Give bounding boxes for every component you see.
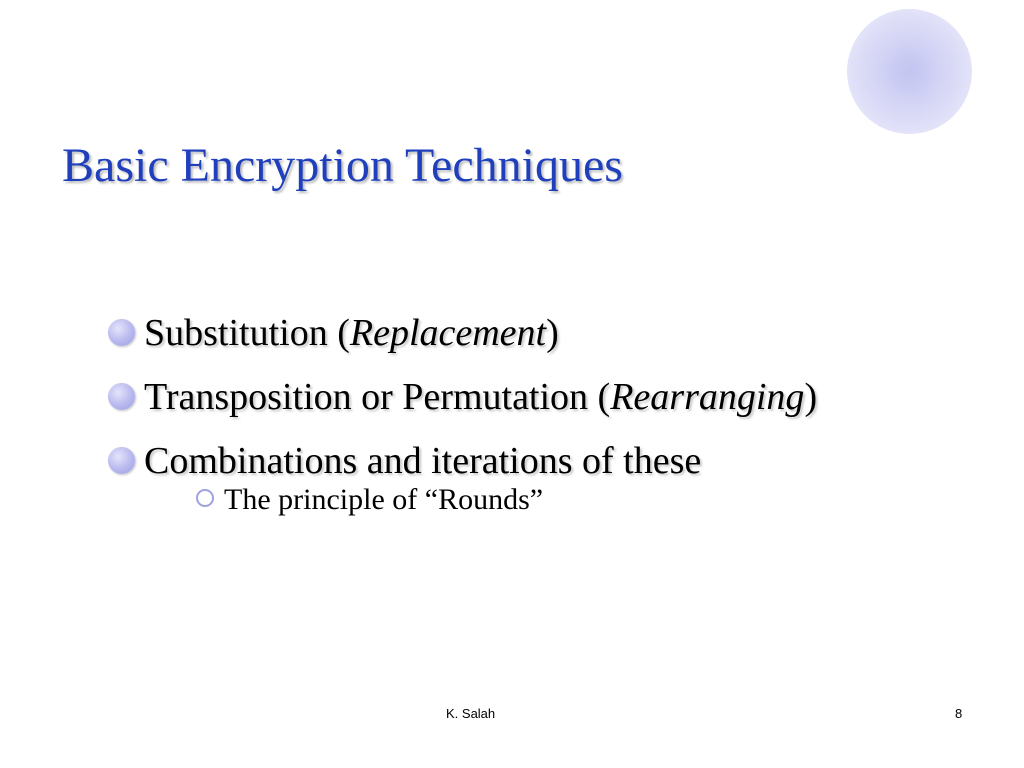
sub-bullet-text: The principle of “Rounds” (224, 483, 544, 516)
bullet-list (108, 306, 868, 530)
footer-author: K. Salah (446, 706, 496, 721)
bullet-item (108, 434, 868, 520)
bullet-icon (108, 383, 135, 410)
bullet-text: Transposition or Permutation ( (144, 376, 611, 418)
bullet-item (108, 370, 868, 424)
bullet-text-end: ) (546, 312, 559, 354)
page-number: 8 (955, 706, 963, 721)
decorative-circle (847, 9, 972, 134)
bullet-emphasis: Replacement (349, 312, 547, 354)
sub-bullet-list (196, 480, 920, 520)
sub-bullet-item (196, 480, 920, 520)
ring-bullet-icon (196, 489, 214, 507)
bullet-text: Substitution ( (144, 312, 350, 354)
bullet-text: Combinations and iterations of these (144, 440, 702, 482)
bullet-icon (108, 447, 135, 474)
bullet-icon (108, 319, 135, 346)
bullet-item (108, 306, 868, 360)
bullet-emphasis: Rearranging (610, 376, 805, 418)
slide-title: Basic Encryption Techniques (62, 139, 623, 192)
bullet-text-end: ) (804, 376, 818, 418)
